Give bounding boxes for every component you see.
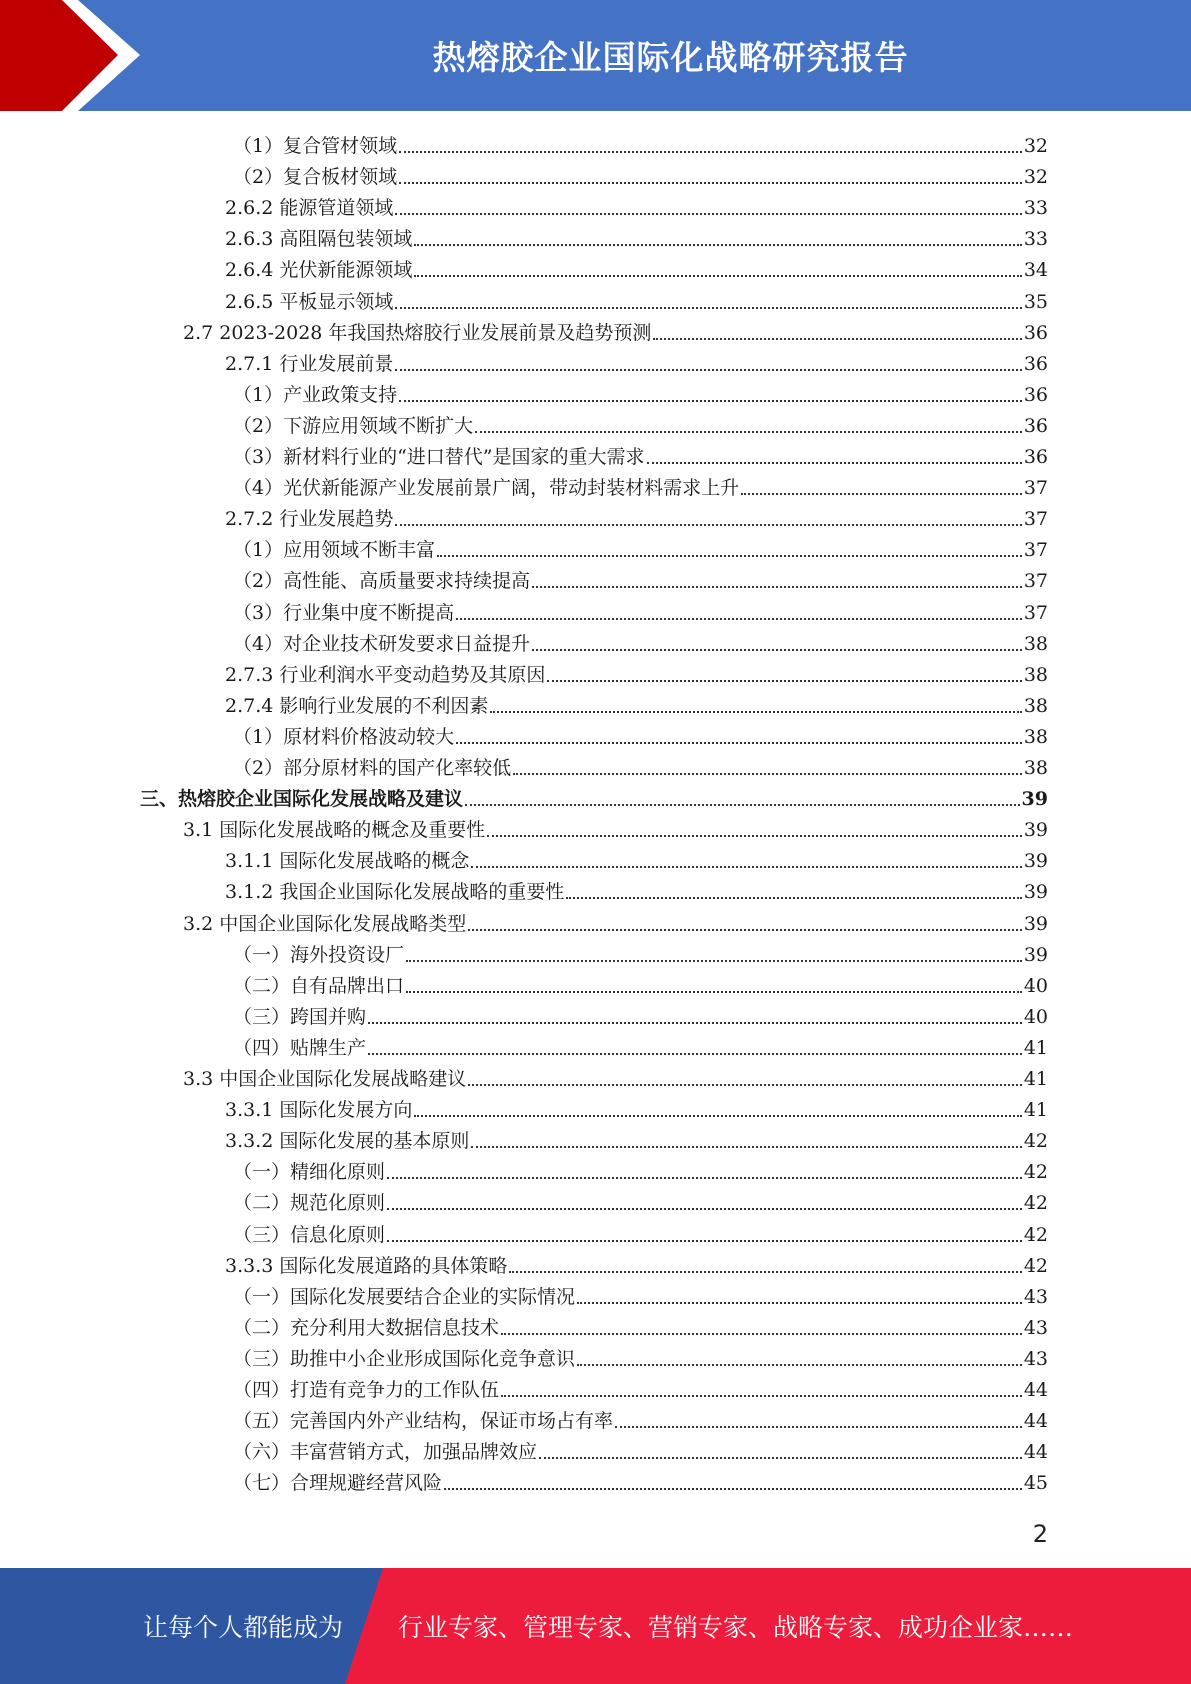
toc-dot-leader xyxy=(468,1084,1022,1086)
toc-entry-label: （三）跨国并购 xyxy=(233,1005,367,1028)
toc-entry-label: （二）自有品牌出口 xyxy=(233,974,405,997)
toc-entry-label: （一）国际化发展要结合企业的实际情况 xyxy=(233,1285,576,1308)
toc-entry[interactable] xyxy=(233,1340,1048,1371)
toc-dot-leader xyxy=(547,680,1021,682)
toc-entry[interactable] xyxy=(233,1433,1048,1464)
toc-dot-leader xyxy=(406,960,1022,962)
toc-entry-page: 44 xyxy=(1023,1441,1048,1464)
toc-entry-label: （4）对企业技术研发要求日益提升 xyxy=(233,632,531,655)
toc-entry[interactable] xyxy=(233,749,1048,780)
toc-entry-label: （2）复合板材领域 xyxy=(233,166,398,189)
toc-entry-page: 39 xyxy=(1023,881,1048,904)
toc-entry-page: 42 xyxy=(1023,1161,1048,1184)
toc-entry-page: 43 xyxy=(1023,1316,1048,1339)
toc-entry[interactable] xyxy=(225,283,1048,314)
toc-entry-label: 3.3.1 国际化发展方向 xyxy=(225,1099,413,1122)
toc-entry[interactable] xyxy=(183,314,1048,345)
toc-dot-leader xyxy=(577,1364,1022,1366)
toc-entry[interactable] xyxy=(233,936,1048,967)
toc-dot-leader xyxy=(395,524,1021,526)
toc-entry-page: 38 xyxy=(1023,663,1048,686)
toc-entry[interactable] xyxy=(225,1122,1048,1153)
toc-entry[interactable] xyxy=(233,1278,1048,1309)
toc-entry[interactable] xyxy=(225,842,1048,873)
toc-dot-leader xyxy=(414,275,1021,277)
toc-entry[interactable] xyxy=(233,376,1048,407)
page-footer xyxy=(0,1568,1191,1684)
toc-entry-label: 2.6.3 高阻隔包装领域 xyxy=(225,228,413,251)
toc-entry-page: 33 xyxy=(1023,228,1048,251)
toc-dot-leader xyxy=(647,462,1022,464)
toc-entry-page: 36 xyxy=(1023,383,1048,406)
toc-entry-label: 2.6.4 光伏新能源领域 xyxy=(225,259,413,282)
toc-entry-page: 35 xyxy=(1023,290,1048,313)
toc-entry[interactable] xyxy=(233,594,1048,625)
toc-entry-page: 40 xyxy=(1023,1005,1048,1028)
toc-entry-label: （1）复合管材领域 xyxy=(233,135,398,157)
toc-entry[interactable] xyxy=(233,998,1048,1029)
page-header xyxy=(0,0,1191,111)
toc-entry-label: 3.1.2 我国企业国际化发展战略的重要性 xyxy=(225,881,565,904)
toc-entry[interactable] xyxy=(233,407,1048,438)
toc-entry-page: 44 xyxy=(1023,1410,1048,1433)
toc-entry-page: 44 xyxy=(1023,1379,1048,1401)
toc-entry-page: 42 xyxy=(1023,1223,1048,1246)
toc-entry[interactable] xyxy=(225,345,1048,376)
toc-entry-label: （3）行业集中度不断提高 xyxy=(233,601,455,624)
toc-dot-leader xyxy=(532,649,1022,651)
toc-entry-page: 42 xyxy=(1023,1130,1048,1153)
toc-entry[interactable] xyxy=(225,1091,1048,1122)
toc-dot-leader xyxy=(395,307,1021,309)
toc-entry[interactable] xyxy=(233,1464,1048,1495)
toc-entry-label: 三、热熔胶企业国际化发展战略及建议 xyxy=(140,788,464,811)
toc-dot-leader xyxy=(395,369,1021,371)
toc-entry-page: 36 xyxy=(1023,321,1048,344)
toc-entry[interactable] xyxy=(225,251,1048,282)
toc-dot-leader xyxy=(509,1271,1021,1273)
toc-entry[interactable] xyxy=(140,780,1048,811)
toc-dot-leader xyxy=(465,804,1020,806)
toc-entry[interactable] xyxy=(233,1371,1048,1402)
toc-entry-label: 3.1 国际化发展战略的概念及重要性 xyxy=(183,819,486,842)
toc-entry[interactable] xyxy=(183,811,1048,842)
toc-entry-label: （四）打造有竞争力的工作队伍 xyxy=(233,1379,500,1401)
toc-entry[interactable] xyxy=(233,718,1048,749)
toc-entry-page: 41 xyxy=(1023,1068,1048,1090)
toc-entry[interactable] xyxy=(233,1029,1048,1060)
toc-entry-label: （3）新材料行业的“进口替代”是国家的重大需求 xyxy=(233,446,645,468)
toc-entry[interactable] xyxy=(225,687,1048,718)
toc-entry-label: 3.3.3 国际化发展道路的具体策略 xyxy=(225,1254,508,1277)
toc-dot-leader xyxy=(471,866,1021,868)
toc-entry-page: 33 xyxy=(1023,197,1048,220)
toc-entry-page: 38 xyxy=(1023,757,1048,779)
toc-dot-leader xyxy=(501,1395,1022,1397)
toc-dot-leader xyxy=(406,991,1022,993)
toc-dot-leader xyxy=(577,1302,1022,1304)
toc-dot-leader xyxy=(414,244,1021,246)
toc-entry[interactable] xyxy=(233,158,1048,189)
toc-entry-page: 39 xyxy=(1021,788,1048,811)
toc-entry-page: 43 xyxy=(1023,1285,1048,1308)
toc-dot-leader xyxy=(487,835,1022,837)
toc-entry-page: 34 xyxy=(1023,259,1048,282)
toc-entry[interactable] xyxy=(183,1060,1048,1091)
toc-entry[interactable] xyxy=(233,562,1048,593)
toc-entry-page: 36 xyxy=(1023,352,1048,375)
toc-entry-page: 36 xyxy=(1023,414,1048,437)
toc-entry[interactable] xyxy=(233,1184,1048,1215)
toc-dot-leader xyxy=(456,742,1022,744)
header-arrow-decoration xyxy=(0,0,160,111)
toc-entry-page: 32 xyxy=(1023,166,1048,189)
toc-entry[interactable] xyxy=(225,656,1048,687)
toc-dot-leader xyxy=(456,618,1022,620)
toc-entry-label: 2.7.3 行业利润水平变动趋势及其原因 xyxy=(225,663,546,686)
toc-entry-label: （2）部分原材料的国产化率较低 xyxy=(233,757,512,779)
toc-entry-page: 37 xyxy=(1023,539,1048,562)
toc-entry-page: 37 xyxy=(1023,508,1048,531)
toc-dot-leader xyxy=(539,1457,1022,1459)
toc-entry[interactable] xyxy=(233,967,1048,998)
toc-entry-page: 41 xyxy=(1023,1099,1048,1122)
toc-entry-label: 2.7.1 行业发展前景 xyxy=(225,352,394,375)
toc-entry-page: 38 xyxy=(1023,725,1048,748)
toc-dot-leader xyxy=(399,182,1022,184)
toc-entry[interactable] xyxy=(225,220,1048,251)
footer-slogan-left: 让每个人都能成为 xyxy=(143,1613,344,1642)
toc-entry-label: （2）下游应用领域不断扩大 xyxy=(233,414,474,437)
toc-entry-page: 40 xyxy=(1023,974,1048,997)
toc-entry-page: 42 xyxy=(1023,1192,1048,1215)
toc-entry-label: （七）合理规避经营风险 xyxy=(233,1472,443,1495)
toc-entry-label: （1）产业政策支持 xyxy=(233,383,398,406)
toc-dot-leader xyxy=(414,1115,1021,1117)
toc-entry[interactable] xyxy=(233,438,1048,469)
toc-dot-leader xyxy=(501,1333,1022,1335)
toc-dot-leader xyxy=(475,431,1022,433)
toc-entry-page: 42 xyxy=(1023,1254,1048,1277)
toc-entry-page: 37 xyxy=(1023,477,1048,500)
toc-entry-label: 3.1.1 国际化发展战略的概念 xyxy=(225,850,470,873)
toc-entry-page: 41 xyxy=(1023,1036,1048,1059)
toc-dot-leader xyxy=(368,1053,1022,1055)
toc-dot-leader xyxy=(444,1488,1022,1490)
toc-dot-leader xyxy=(532,586,1022,588)
toc-dot-leader xyxy=(513,773,1022,775)
toc-entry[interactable] xyxy=(225,500,1048,531)
toc-entry[interactable] xyxy=(233,625,1048,656)
toc-dot-leader xyxy=(471,1146,1021,1148)
toc-entry[interactable] xyxy=(225,1247,1048,1278)
toc-entry-page: 36 xyxy=(1023,446,1048,468)
toc-entry[interactable] xyxy=(233,469,1048,500)
toc-dot-leader xyxy=(387,1240,1022,1242)
toc-entry-label: 2.7.4 影响行业发展的不利因素 xyxy=(225,694,489,717)
toc-entry-label: 3.3.2 国际化发展的基本原则 xyxy=(225,1130,470,1153)
toc-entry-label: （1）应用领域不断丰富 xyxy=(233,539,436,562)
toc-entry-page: 38 xyxy=(1023,694,1048,717)
toc-entry[interactable] xyxy=(233,1153,1048,1184)
toc-entry-label: （一）海外投资设厂 xyxy=(233,943,405,966)
toc-dot-leader xyxy=(387,1208,1022,1210)
toc-entry-label: （1）原材料价格波动较大 xyxy=(233,725,455,748)
toc-entry[interactable] xyxy=(183,905,1048,936)
toc-dot-leader xyxy=(615,1426,1022,1428)
toc-dot-leader xyxy=(395,213,1021,215)
toc-entry-label: （六）丰富营销方式，加强品牌效应 xyxy=(233,1441,538,1464)
toc-entry-label: （一）精细化原则 xyxy=(233,1161,386,1184)
toc-entry[interactable] xyxy=(233,127,1048,158)
toc-entry-label: （二）规范化原则 xyxy=(233,1192,386,1215)
toc-entry-page: 37 xyxy=(1023,601,1048,624)
toc-entry-label: （二）充分利用大数据信息技术 xyxy=(233,1316,500,1339)
toc-entry-label: 2.7.2 行业发展趋势 xyxy=(225,508,394,531)
toc-entry-label: 2.6.5 平板显示领域 xyxy=(225,290,394,313)
toc-entry-label: 2.7 2023-2028 年我国热熔胶行业发展前景及趋势预测 xyxy=(183,321,652,344)
toc-dot-leader xyxy=(368,1022,1022,1024)
toc-entry-page: 39 xyxy=(1023,850,1048,873)
footer-slogan-right: 行业专家、管理专家、营销专家、战略专家、成功企业家…… xyxy=(398,1613,1074,1642)
toc-entry-page: 39 xyxy=(1023,819,1048,842)
toc-dot-leader xyxy=(437,555,1022,557)
toc-dot-leader xyxy=(741,493,1022,495)
toc-entry-label: 3.2 中国企业国际化发展战略类型 xyxy=(183,912,467,935)
page-number: 2 xyxy=(1032,1520,1048,1548)
toc-entry-label: （四）贴牌生产 xyxy=(233,1036,367,1059)
toc-entry-page: 45 xyxy=(1023,1472,1048,1495)
toc-entry[interactable] xyxy=(233,1216,1048,1247)
toc-dot-leader xyxy=(399,151,1022,153)
toc-entry[interactable] xyxy=(225,189,1048,220)
toc-entry-page: 37 xyxy=(1023,570,1048,593)
toc-entry-page: 38 xyxy=(1023,632,1048,655)
toc-entry-page: 39 xyxy=(1023,912,1048,935)
toc-entry-page: 39 xyxy=(1023,943,1048,966)
toc-dot-leader xyxy=(653,338,1021,340)
toc-entry-label: 2.6.2 能源管道领域 xyxy=(225,197,394,220)
toc-entry-label: 3.3 中国企业国际化发展战略建议 xyxy=(183,1068,467,1090)
toc-entry[interactable] xyxy=(233,531,1048,562)
toc-dot-leader xyxy=(387,1177,1022,1179)
toc-entry-label: （三）助推中小企业形成国际化竞争意识 xyxy=(233,1347,576,1370)
toc-entry[interactable] xyxy=(225,873,1048,904)
toc-dot-leader xyxy=(490,711,1021,713)
toc-entry-page: 32 xyxy=(1023,135,1048,157)
toc-entry-label: （4）光伏新能源产业发展前景广阔，带动封装材料需求上升 xyxy=(233,477,740,500)
toc-entry-label: （三）信息化原则 xyxy=(233,1223,386,1246)
toc-dot-leader xyxy=(566,897,1021,899)
toc-entry-label: （2）高性能、高质量要求持续提高 xyxy=(233,570,531,593)
toc-dot-leader xyxy=(468,929,1022,931)
toc-entry-label: （五）完善国内外产业结构，保证市场占有率 xyxy=(233,1410,614,1433)
toc-entry[interactable] xyxy=(233,1309,1048,1340)
toc-entry[interactable] xyxy=(233,1402,1048,1433)
toc-dot-leader xyxy=(399,400,1022,402)
toc-entry-page: 43 xyxy=(1023,1347,1048,1370)
document-title: 热熔胶企业国际化战略研究报告 xyxy=(432,38,909,77)
